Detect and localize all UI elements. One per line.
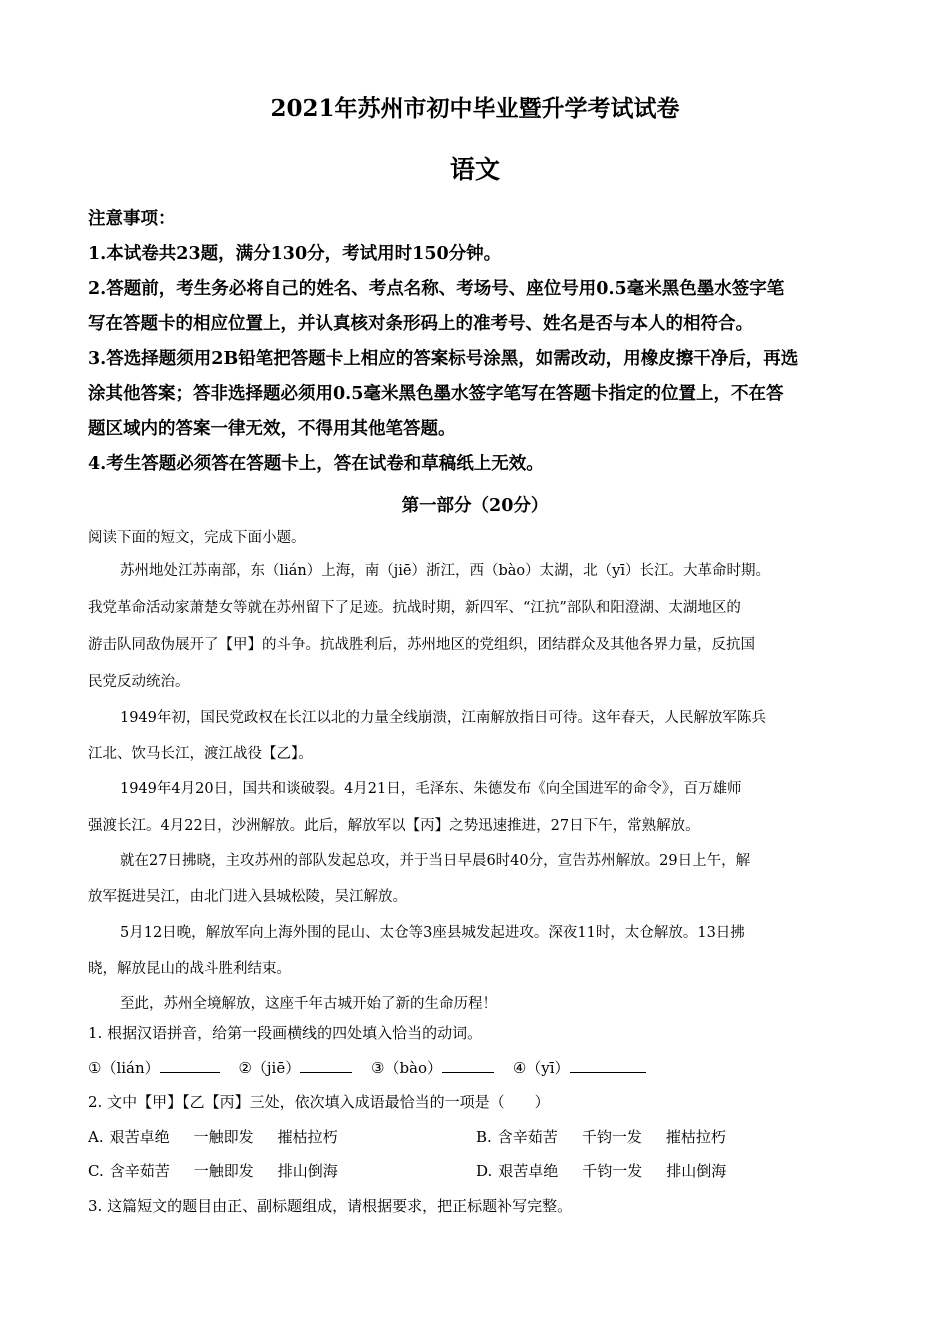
passage-line: 至此，苏州全境解放，这座千年古城开始了新的生命历程！ [120, 996, 497, 1012]
note-line: 4.考生答题必须答在答题卡上，答在试卷和草稿纸上无效。 [88, 454, 544, 474]
option-word: 一触即发 [193, 1128, 254, 1146]
question-3: 3. 这篇短文的题目由正、副标题组成，请根据要求，把正标题补写完整。 [88, 1197, 573, 1215]
option-c[interactable] [88, 1160, 362, 1181]
blank-label: ③（bào） [371, 1059, 443, 1077]
option-word: 摧枯拉朽 [277, 1128, 338, 1146]
note-line: 涂其他答案；答非选择题必须用0.5毫米黑色墨水签字笔写在答题卡指定的位置上，不在答 [88, 384, 784, 404]
passage-line: 强渡长江。4月22日，沙洲解放。此后，解放军以【丙】之势迅速推进，27日下午，常熟解放。 [88, 818, 700, 834]
passage-line: 5月12日晚，解放军向上海外围的昆山、太仓等3座县城发起进攻。深夜11时，太仓解放。13日拂 [120, 925, 745, 941]
passage-line: 晓，解放昆山的战斗胜利结束。 [88, 961, 291, 977]
option-word: 艰苦卓绝 [109, 1128, 170, 1146]
passage-line: 放军挺进吴江，由北门进入县城松陵，吴江解放。 [88, 889, 407, 905]
blank-label: ②（jiē） [238, 1059, 301, 1077]
option-label: C. [88, 1162, 104, 1180]
passage-line: 1949年4月20日，国共和谈破裂。4月21日，毛泽东、朱德发布《向全国进军的命令》，百万雄师 [120, 781, 742, 797]
passage-line: 苏州地处江苏南部，东（lián）上海，南（jiē）浙江，西（bào）太湖，北（yī）长江。大革命时期。 [120, 563, 770, 579]
passage-line: 江北、饮马长江，渡江战役【乙】。 [88, 746, 313, 762]
section-title: 第一部分（20分） [401, 496, 549, 516]
option-word: 千钧一发 [581, 1128, 642, 1146]
option-label: D. [476, 1162, 493, 1180]
option-word: 千钧一发 [582, 1162, 643, 1180]
passage-line: 游击队同敌伪展开了【甲】的斗争。抗战胜利后，苏州地区的党组织，团结群众及其他各界力量，反抗国 [88, 637, 755, 653]
question-2: 2. 文中【甲】【乙【丙】三处，依次填入成语最恰当的一项是（ ） [88, 1093, 550, 1111]
blank-label: ①（lián） [88, 1059, 160, 1077]
subject-title: 语文 [449, 155, 500, 184]
option-word: 含辛茹苦 [497, 1128, 558, 1146]
question-1: 1. 根据汉语拼音，给第一段画横线的四处填入恰当的动词。 [88, 1024, 483, 1042]
note-line: 1.本试卷共23题，满分130分，考试用时150分钟。 [88, 244, 502, 264]
answer-blank[interactable] [442, 1058, 494, 1073]
option-word: 摧枯拉朽 [665, 1128, 726, 1146]
notes-heading: 注意事项： [88, 209, 176, 229]
option-d[interactable] [476, 1160, 750, 1181]
note-line: 2.答题前，考生务必将自己的姓名、考点名称、考场号、座位号用0.5毫米黑色墨水签字笔 [88, 279, 785, 299]
note-line: 3.答选择题须用2B铅笔把答题卡上相应的答案标号涂黑，如需改动，用橡皮擦干净后，再选 [88, 349, 799, 369]
option-word: 排山倒海 [277, 1162, 338, 1180]
option-word: 艰苦卓绝 [498, 1162, 559, 1180]
option-b[interactable] [476, 1126, 750, 1147]
question-1-blanks [88, 1057, 646, 1078]
option-word: 含辛茹苦 [109, 1162, 170, 1180]
option-word: 一触即发 [193, 1162, 254, 1180]
blank-label: ④（yī） [512, 1059, 570, 1077]
option-label: A. [88, 1128, 104, 1146]
option-a[interactable] [88, 1126, 362, 1147]
answer-blank[interactable] [160, 1058, 220, 1073]
exam-title: 2021年苏州市初中毕业暨升学考试试卷 [270, 95, 680, 122]
answer-blank[interactable] [570, 1058, 646, 1073]
option-label: B. [476, 1128, 492, 1146]
note-line: 题区域内的答案一律无效，不得用其他笔答题。 [88, 419, 456, 439]
option-word: 排山倒海 [666, 1162, 727, 1180]
passage-line: 我党革命活动家萧楚女等就在苏州留下了足迹。抗战时期，新四军、“江抗”部队和阳澄湖、太湖地区的 [88, 600, 741, 616]
passage-line: 民党反动统治。 [88, 674, 190, 690]
instruction: 阅读下面的短文，完成下面小题。 [88, 530, 306, 546]
answer-blank[interactable] [300, 1058, 352, 1073]
passage-line: 就在27日拂晓，主攻苏州的部队发起总攻，并于当日早晨6时40分，宣告苏州解放。29日上午，解 [120, 853, 751, 869]
note-line: 写在答题卡的相应位置上，并认真核对条形码上的准考号、姓名是否与本人的相符合。 [88, 314, 753, 334]
passage-line: 1949年初，国民党政权在长江以北的力量全线崩溃，江南解放指日可待。这年春天，人民解放军陈兵 [120, 710, 766, 726]
